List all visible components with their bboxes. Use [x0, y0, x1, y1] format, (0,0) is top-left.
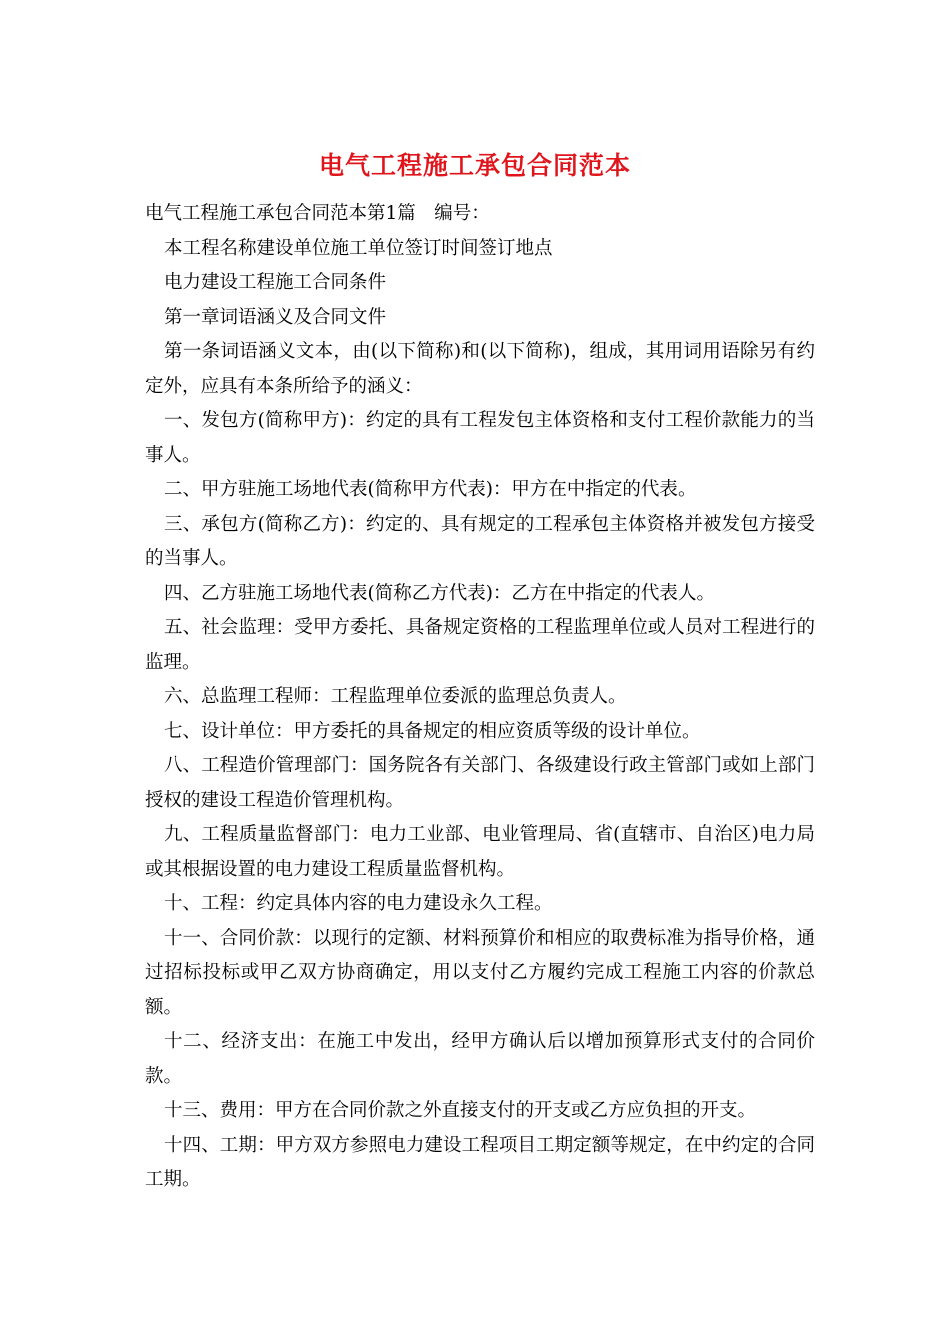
- paragraph-item-1: 一、发包方(简称甲方)：约定的具有工程发包主体资格和支付工程价款能力的当事人。: [145, 410, 815, 466]
- paragraph-chapter-one: 第一章词语涵义及合同文件: [164, 306, 387, 328]
- paragraph-project-info: 本工程名称建设单位施工单位签订时间签订地点: [164, 237, 553, 259]
- paragraph-item-13: 十三、费用：甲方在合同价款之外直接支付的开支或乙方应负担的开支。: [164, 1100, 757, 1121]
- paragraph-item-9: 九、工程质量监督部门：电力工业部、电业管理局、省(直辖市、自治区)电力局或其根据设置的电力建设工程质量监督机构。: [145, 824, 815, 880]
- paragraph-item-3: 三、承包方(简称乙方)：约定的、具有规定的工程承包主体资格并被发包方接受的当事人。: [145, 513, 815, 569]
- paragraph-item-11: 十一、合同价款：以现行的定额、材料预算价和相应的取费标准为指导价格，通过招标投标或甲乙双方协商确定，用以支付乙方履约完成工程施工内容的价款总额。: [145, 927, 815, 1018]
- paragraph-item-6: 六、总监理工程师：工程监理单位委派的监理总负责人。: [164, 686, 627, 707]
- paragraph-item-2: 二、甲方驻施工场地代表(简称甲方代表)：甲方在中指定的代表。: [164, 479, 697, 500]
- document-heading-line: 电气工程施工承包合同范本第1篇 编号：: [145, 203, 490, 224]
- paragraph-item-4: 四、乙方驻施工场地代表(简称乙方代表)：乙方在中指定的代表人。: [164, 582, 715, 604]
- paragraph-item-7: 七、设计单位：甲方委托的具备规定的相应资质等级的设计单位。: [164, 720, 701, 742]
- paragraph-article-one: 第一条词语涵义文本，由(以下简称)和(以下简称)，组成，其用词用语除另有约定外，应具有本条所给予的涵义：: [145, 341, 815, 397]
- document-body: [145, 197, 815, 1198]
- paragraph-item-12: 十二、经济支出：在施工中发出，经甲方确认后以增加预算形式支付的合同价款。: [145, 1031, 815, 1087]
- paragraph-item-5: 五、社会监理：受甲方委托、具备规定资格的工程监理单位或人员对工程进行的监理。: [145, 617, 815, 673]
- paragraph-contract-conditions: 电力建设工程施工合同条件: [164, 272, 387, 293]
- paragraph-item-10: 十、工程：约定具体内容的电力建设永久工程。: [164, 893, 553, 914]
- paragraph-item-8: 八、工程造价管理部门：国务院各有关部门、各级建设行政主管部门或如上部门授权的建设工程造价管理机构。: [145, 755, 815, 811]
- document-title: 电气工程施工承包合同范本: [318, 151, 631, 180]
- paragraph-item-14: 十四、工期：甲方双方参照电力建设工程项目工期定额等规定，在中约定的合同工期。: [145, 1134, 815, 1190]
